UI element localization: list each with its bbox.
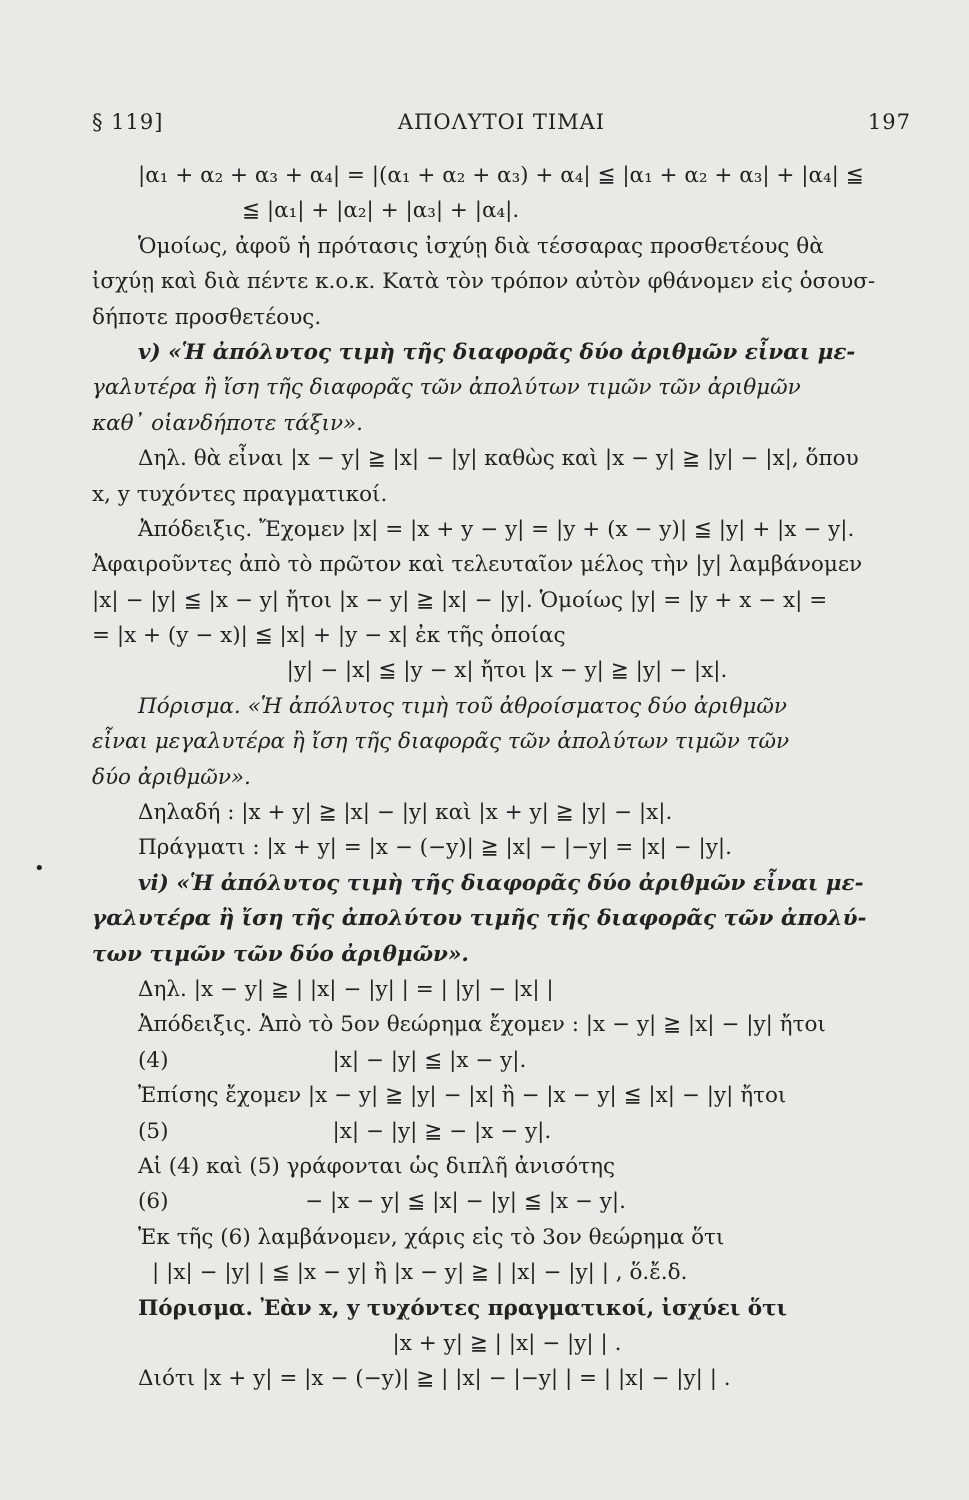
numbered-equation: (4) |x| − |y| ≦ |x − y|. bbox=[138, 1047, 527, 1073]
corollary-line: Πόρισμα. «Ἡ ἀπόλυτος τιμὴ τοῦ ἀθροίσματος δύο ἀριθμῶν bbox=[138, 693, 787, 719]
equation-line: |y| − |x| ≦ |y − x| ἤτοι |x − y| ≧ |y| − |x|. bbox=[286, 658, 728, 684]
text-line: δήποτε προσθετέους. bbox=[92, 304, 322, 330]
equation-line: |α₁ + α₂ + α₃ + α₄| = |(α₁ + α₂ + α₃) + α₄| ≦ |α₁ + α₂ + α₃| + |α₄| ≦ bbox=[138, 163, 864, 188]
text-line: x, y τυχόντες πραγματικοί. bbox=[92, 481, 388, 507]
text-line: Δηλ. θὰ εἶναι |x − y| ≧ |x| − |y| καθὼς καὶ |x − y| ≧ |y| − |x|, ὅπου bbox=[138, 446, 859, 472]
proof-line: Ἀπόδειξις. Ἀπὸ τὸ 5ον θεώρημα ἔχομεν : |x − y| ≧ |x| − |y| ἤτοι bbox=[138, 1012, 826, 1038]
proof-line: Ἀπόδειξις. Ἔχομεν |x| = |x + y − y| = |y + (x − y)| ≦ |y| + |x − y|. bbox=[138, 516, 855, 542]
proposition-line: vi) «Ἡ ἀπόλυτος τιμὴ τῆς διαφορᾶς δύο ἀριθμῶν εἶναι με- bbox=[138, 870, 864, 896]
proposition-line: γαλυτέρα ἢ ἴση τῆς διαφορᾶς τῶν ἀπολύτων τιμῶν τῶν ἀριθμῶν bbox=[92, 375, 801, 401]
text-line: Ἐπίσης ἔχομεν |x − y| ≧ |y| − |x| ἢ − |x − y| ≦ |x| − |y| ἤτοι bbox=[138, 1083, 787, 1109]
equation-line: Διότι |x + y| = |x − (−y)| ≧ | |x| − |−y| | = | |x| − |y| | . bbox=[138, 1366, 731, 1392]
text-line: ἰσχύῃ καὶ διὰ πέντε κ.ο.κ. Κατὰ τὸν τρόπον αὐτὸν φθάνομεν εἰς ὁσουσ- bbox=[92, 269, 876, 295]
proposition-line: των τιμῶν τῶν δύο ἀριθμῶν». bbox=[92, 941, 469, 967]
text-line: Ὁμοίως, ἀφοῦ ἡ πρότασις ἰσχύῃ διὰ τέσσαρας προσθετέους θὰ bbox=[138, 233, 824, 259]
proposition-line: v) «Ἡ ἀπόλυτος τιμὴ τῆς διαφορᾶς δύο ἀριθμῶν εἶναι με- bbox=[138, 339, 856, 365]
running-header bbox=[92, 110, 911, 140]
equation-line: Δηλ. |x − y| ≧ | |x| − |y| | = | |y| − |x| | bbox=[138, 976, 554, 1002]
equation-line: | |x| − |y| | ≦ |x − y| ἢ |x − y| ≧ | |x| − |y| | , ὅ.ἔ.δ. bbox=[152, 1260, 688, 1286]
section-number: § 119] bbox=[92, 110, 164, 134]
numbered-equation: (5) |x| − |y| ≧ − |x − y|. bbox=[138, 1118, 552, 1144]
text-line: |x| − |y| ≦ |x − y| ἤτοι |x − y| ≧ |x| − |y|. Ὁμοίως |y| = |y + x − x| = bbox=[92, 587, 828, 613]
proposition-line: καθ᾽ οἱανδήποτε τάξιν». bbox=[92, 410, 364, 436]
text-line: Αἱ (4) καὶ (5) γράφονται ὡς διπλῆ ἀνισότης bbox=[138, 1153, 616, 1179]
corollary-line: Πόρισμα. Ἐὰν x, y τυχόντες πραγματικοί, ἰσχύει ὅτι bbox=[138, 1295, 788, 1321]
text-line: Ἀφαιροῦντες ἀπὸ τὸ πρῶτον καὶ τελευταῖον μέλος τὴν |y| λαμβάνομεν bbox=[92, 552, 863, 578]
corollary-line: δύο ἀριθμῶν». bbox=[92, 764, 251, 790]
equation-line: |x + y| ≧ | |x| − |y| | . bbox=[392, 1330, 622, 1356]
proposition-line: γαλυτέρα ἢ ἴση τῆς ἀπολύτου τιμῆς τῆς διαφορᾶς τῶν ἀπολύ- bbox=[92, 906, 867, 932]
running-title: ΑΠΟΛΥΤΟΙ ΤΙΜΑΙ bbox=[397, 110, 606, 134]
margin-mark: • bbox=[34, 858, 45, 879]
text-line: = |x + (y − x)| ≦ |x| + |y − x| ἐκ τῆς ὁποίας bbox=[92, 623, 566, 649]
equation-line: ≦ |α₁| + |α₂| + |α₃| + |α₄|. bbox=[242, 198, 520, 224]
page-number: 197 bbox=[867, 110, 911, 134]
text-line: Ἐκ τῆς (6) λαμβάνομεν, χάρις εἰς τὸ 3ον θεώρημα ὅτι bbox=[138, 1224, 725, 1250]
page-body bbox=[92, 158, 922, 1397]
corollary-line: εἶναι μεγαλυτέρα ἢ ἴση τῆς διαφορᾶς τῶν ἀπολύτων τιμῶν τῶν bbox=[92, 729, 790, 755]
equation-line: Δηλαδή : |x + y| ≧ |x| − |y| καὶ |x + y| ≧ |y| − |x|. bbox=[138, 800, 673, 826]
equation-line: Πράγματι : |x + y| = |x − (−y)| ≧ |x| − |−y| = |x| − |y|. bbox=[138, 835, 732, 861]
numbered-equation: (6) − |x − y| ≦ |x| − |y| ≦ |x − y|. bbox=[138, 1189, 627, 1215]
